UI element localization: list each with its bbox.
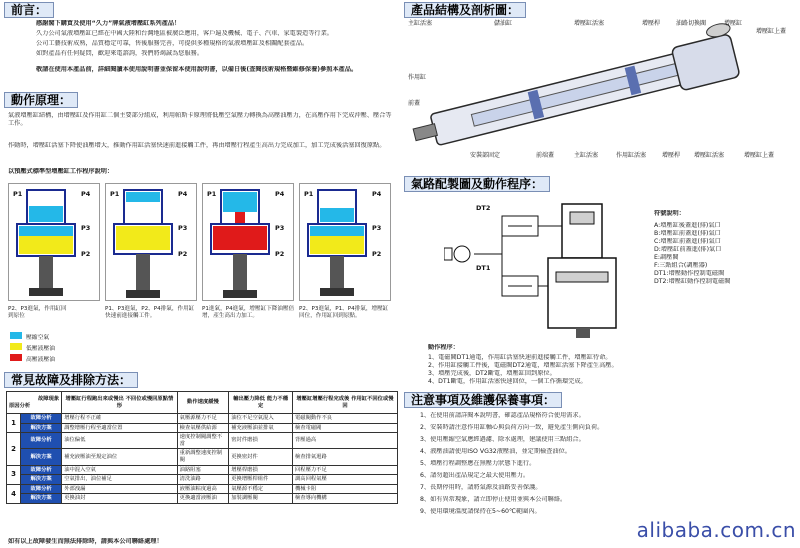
fault-number: 2	[7, 433, 21, 465]
program-step-4: 4、DT1斷電，作用缸活塞快速回位，一個工作循環完成。	[428, 378, 587, 385]
table-row	[7, 414, 398, 424]
circuit-legend-title: 符號說明：	[654, 210, 685, 217]
fault-tag: 解決方案	[21, 475, 62, 485]
fault-cell: 檢查導向機構	[292, 494, 397, 504]
note-item-1: 1、在使用前請詳閱本說明書，確認產品規格符合使用需求。	[420, 412, 585, 419]
preface-line-2: 久力公司氣液增壓缸已經在中國大陸和台灣地區被廣泛應用，客戶遍及機械、電子、汽車、家電製造等行業。	[36, 30, 333, 37]
fault-tag: 故障分析	[21, 484, 62, 494]
callout-booster-rod: 增壓桿	[642, 20, 661, 27]
fault-cell: 氣壓源壓力不足	[177, 414, 229, 424]
port-p2-label: P2	[372, 250, 382, 258]
legend-low-oil: 低壓液壓油	[26, 346, 55, 352]
faults-title: 常見故障及排除方法：	[4, 372, 138, 388]
fault-cell: 油路阻塞	[177, 465, 229, 475]
fault-header-2: 動作速度緩慢	[177, 392, 229, 414]
program-step-2: 2、作用缸接觸工件後，電磁閥DT2通電，增壓缸活塞下降產生高壓。	[428, 362, 618, 369]
operation-diagram-3	[202, 183, 294, 301]
cylinder-diagram-2	[106, 184, 198, 302]
circuit-legend-e: E:調壓閥	[654, 254, 679, 261]
callout-booster-cyl: 增壓缸	[724, 20, 743, 27]
table-row	[7, 433, 398, 449]
fault-cell: 調高回程氣壓	[292, 475, 397, 485]
port-p3-label: P3	[275, 224, 285, 232]
fault-cell: 油位偏低	[62, 433, 177, 449]
note-item-5: 5、增壓行程調整應在無壓力狀態下進行。	[420, 460, 536, 467]
legend-swatch-low-oil	[10, 343, 22, 350]
callout-booster-cap-b: 增壓缸上蓋	[744, 152, 775, 159]
fault-cell: 油位不足空氣混入	[229, 414, 293, 424]
port-p1-label: P1	[207, 190, 217, 198]
cylinder-diagram-4	[300, 184, 392, 302]
caption-step-3: P1進氣，P4進氣，增壓缸下降油壓倍增，產生高出力加工。	[202, 306, 295, 319]
callout-main-piston: 主缸活塞	[408, 20, 433, 27]
callout-booster-cap: 增壓缸上蓋	[756, 28, 787, 35]
fault-number: 4	[7, 484, 21, 503]
table-row	[7, 494, 398, 504]
fault-number: 3	[7, 465, 21, 484]
port-p4-label: P4	[81, 190, 91, 198]
fault-cell: 空氣排出，油位補足	[62, 475, 177, 485]
operation-diagram-4	[299, 183, 391, 301]
fault-footer: 如有以上故障發生而無法排除時，請與本公司聯絡處理！	[8, 538, 163, 545]
port-p4-label: P4	[372, 190, 382, 198]
circuit-legend-dt1: DT1:增壓動作控制電磁閥	[654, 270, 725, 277]
principle-subtitle: 以預壓式標準型增壓缸工作程序說明：	[8, 168, 114, 175]
table-row	[7, 475, 398, 485]
callout-booster-piston-b: 增壓缸活塞	[694, 152, 725, 159]
right-column	[404, 0, 800, 548]
port-p2-label: P2	[81, 250, 91, 258]
cutaway-diagram	[404, 20, 800, 170]
fault-tag: 故障分析	[21, 414, 62, 424]
fault-cell: 補充液壓油並排氣	[229, 423, 293, 433]
port-p3-label: P3	[178, 224, 188, 232]
principle-body-2: 作動時，增壓缸活塞下降使油壓增大，推動作用缸活塞快速前進接觸工件，再由增壓行程產生高出力完成加工，加工完成後活塞回復原點。	[8, 142, 386, 149]
circuit-legend-f: F:三點組合(調壓器)	[654, 262, 708, 269]
fault-cell: 速度控制閥調整不當	[177, 433, 229, 449]
fault-table-header	[7, 392, 398, 414]
fault-cell: 機械卡阻	[292, 484, 397, 494]
fault-cell: 油中混入空氣	[62, 465, 177, 475]
port-p4-label: P4	[275, 190, 285, 198]
program-step-1: 1、電磁閥DT1通電，作用缸活塞快速前進接觸工件，增壓缸待命。	[428, 354, 612, 361]
operation-diagram-1	[8, 183, 100, 301]
pneumatic-circuit-diagram	[444, 198, 634, 338]
port-p1-label: P1	[13, 190, 23, 198]
valve-dt1-label: DT1	[476, 264, 491, 272]
fault-cell: 密封件磨損	[229, 433, 293, 449]
program-title: 動作程序：	[428, 344, 459, 351]
table-row	[7, 449, 398, 465]
note-item-9: 9、使用環境溫度請保持在5~60℃範圍內。	[420, 508, 541, 515]
fault-cell: 外部洩漏	[62, 484, 177, 494]
principle-title: 動作原理：	[4, 92, 78, 108]
caption-step-2: P1、P3進氣，P2、P4排氣，作用缸快速前進接觸工件。	[105, 306, 195, 319]
preface-title: 前言：	[4, 2, 54, 18]
port-p3-label: P3	[81, 224, 91, 232]
fault-cell: 檢查電磁閥	[292, 423, 397, 433]
fault-tag: 解決方案	[21, 494, 62, 504]
fault-cell: 加裝調壓閥	[229, 494, 293, 504]
port-p2-label: P2	[178, 250, 188, 258]
note-item-3: 3、使用壓縮空氣應經過濾、除水處理，建議使用三點組合。	[420, 436, 585, 443]
preface-line-4: 如對產品有任何疑問，歡迎來電諮詢，我們將竭誠為您服務。	[36, 50, 204, 57]
valve-dt2-label: DT2	[476, 204, 491, 212]
fault-cell: 補充液壓油至規定油位	[62, 449, 177, 465]
callout-booster-rod-b: 增壓桿	[662, 152, 681, 159]
fault-cell: 增壓行程不正確	[62, 414, 177, 424]
callout-reservoir: 儲油缸	[494, 20, 513, 27]
fault-cell: 液壓油粘度過高	[177, 484, 229, 494]
fault-cell: 回程壓力不足	[292, 465, 397, 475]
circuit-title: 氣路配製圖及動作程序：	[404, 176, 550, 192]
callout-mount: 安裝部固定	[470, 152, 501, 159]
circuit-legend-b: B:增壓缸前蓋進(排)氣口	[654, 230, 721, 237]
fault-cell: 更換適當液壓油	[177, 494, 229, 504]
note-item-8: 8、如有異常現象，請立即停止使用並與本公司聯絡。	[420, 496, 567, 503]
program-step-3: 3、增壓完成後，DT2斷電，增壓缸回到原位。	[428, 370, 556, 377]
notes-title: 注意事項及維護保養事項：	[404, 392, 562, 408]
fault-cell: 更換油封	[62, 494, 177, 504]
structure-title: 產品結構及剖析圖：	[404, 2, 526, 18]
fault-cell: 清洗油路	[177, 475, 229, 485]
table-row	[7, 484, 398, 494]
fault-tag: 故障分析	[21, 433, 62, 449]
legend-air: 壓縮空氣	[26, 335, 50, 341]
note-item-4: 4、液壓油請使用ISO VG32液壓油，並定期檢查油位。	[420, 448, 571, 455]
principle-body-1: 氣液增壓缸結構，由增壓缸及作用缸二個主要部分組成，利用帕斯卡原理將低壓空氣壓力轉換為高壓油壓力，在高壓作用下完成沖壓、壓合等工作。	[8, 112, 392, 127]
cylinder-diagram-1	[9, 184, 101, 302]
note-item-2: 2、安裝時請注意作用缸軸心與負荷方向一致，避免產生側向負荷。	[420, 424, 604, 431]
fault-cell: 電磁閥動作不良	[292, 414, 397, 424]
caption-step-4: P2、P3進氣，P1、P4排氣，增壓缸回位，作用缸回到原點。	[299, 306, 389, 319]
table-row	[7, 465, 398, 475]
note-item-6: 6、請勿超出產品規定之最大使用壓力。	[420, 472, 530, 479]
fault-table	[6, 391, 398, 504]
cylinder-diagram-3	[203, 184, 295, 302]
fault-header-4: 增壓缸增壓行程完成後 作用缸不回位或慢回	[292, 392, 397, 414]
preface-notice: 敬請在使用本產品前，詳細閱讀本使用說明書並保留本使用說明書，以備日後(查閱技術規格暨維修保養)參照本產品。	[36, 66, 358, 73]
fault-cell: 重新調整速度控制閥	[177, 449, 229, 465]
callout-switch-valve: 油路切換閥	[676, 20, 707, 27]
note-item-7: 7、長期停用時，請將氣源及油路妥善保護。	[420, 484, 542, 491]
fault-cell: 檢查氣壓供給源	[177, 423, 229, 433]
corner-bottom: 原因分析	[9, 402, 31, 409]
fault-header-3: 輸出壓力降低 能力不穩定	[229, 392, 293, 414]
port-p1-label: P1	[304, 190, 314, 198]
port-p1-label: P1	[110, 190, 120, 198]
fault-cell: 檢查排氣迴路	[292, 449, 397, 465]
corner-top: 故障現象	[37, 395, 60, 402]
circuit-legend-d: D:增壓缸前蓋進(排)氣口	[654, 246, 722, 253]
fault-cell: 更換密封件	[229, 449, 293, 465]
legend-swatch-air	[10, 332, 22, 339]
port-p2-label: P2	[275, 250, 285, 258]
fault-tag: 解決方案	[21, 449, 62, 465]
circuit-legend-dt2: DT2:增壓缸動作控制電磁閥	[654, 278, 731, 285]
preface-line-3: 公司工藝技術成熟，品質穩定可靠，售後服務完善，可提供多種規格的氣液增壓缸及相關配套產品。	[36, 40, 309, 47]
fault-tag: 解決方案	[21, 423, 62, 433]
fault-cell: 背壓過高	[292, 433, 397, 449]
operation-diagram-2	[105, 183, 197, 301]
fault-header-1: 增壓缸行程跑出來或慢出 不回位或慢回原點情形	[62, 392, 177, 414]
fault-cell: 更換增壓桿組件	[229, 475, 293, 485]
fault-table-corner	[7, 392, 62, 414]
port-p4-label: P4	[178, 190, 188, 198]
watermark: alibaba.com.cn	[636, 518, 796, 542]
circuit-legend-c: C:增壓缸前蓋進(排)氣口	[654, 238, 721, 245]
caption-step-1: P2、P3進氣，作用缸回到原位	[8, 306, 67, 319]
table-row	[7, 423, 398, 433]
preface-line-1: 感謝閣下購買及使用“久力”牌氣液增壓缸系列產品！	[36, 20, 181, 27]
callout-work-cyl: 作用缸	[408, 74, 427, 81]
callout-main-piston-b: 主缸活塞	[574, 152, 599, 159]
legend-swatch-high-oil	[10, 354, 22, 361]
fault-tag: 故障分析	[21, 465, 62, 475]
circuit-legend-a: A:增壓缸後蓋進(排)氣口	[654, 222, 721, 229]
callout-work-piston: 作用缸活塞	[616, 152, 647, 159]
fault-cell: 氣壓源不穩定	[229, 484, 293, 494]
callout-booster-piston: 增壓缸活塞	[574, 20, 605, 27]
port-p3-label: P3	[372, 224, 382, 232]
fault-cell: 增壓桿磨損	[229, 465, 293, 475]
fault-cell: 調整增壓行程至適當位置	[62, 423, 177, 433]
legend-high-oil: 高壓液壓油	[26, 357, 55, 363]
fault-number: 1	[7, 414, 21, 433]
callout-front-end-cap: 前端蓋	[536, 152, 555, 159]
callout-front-cap: 前蓋	[408, 100, 421, 107]
